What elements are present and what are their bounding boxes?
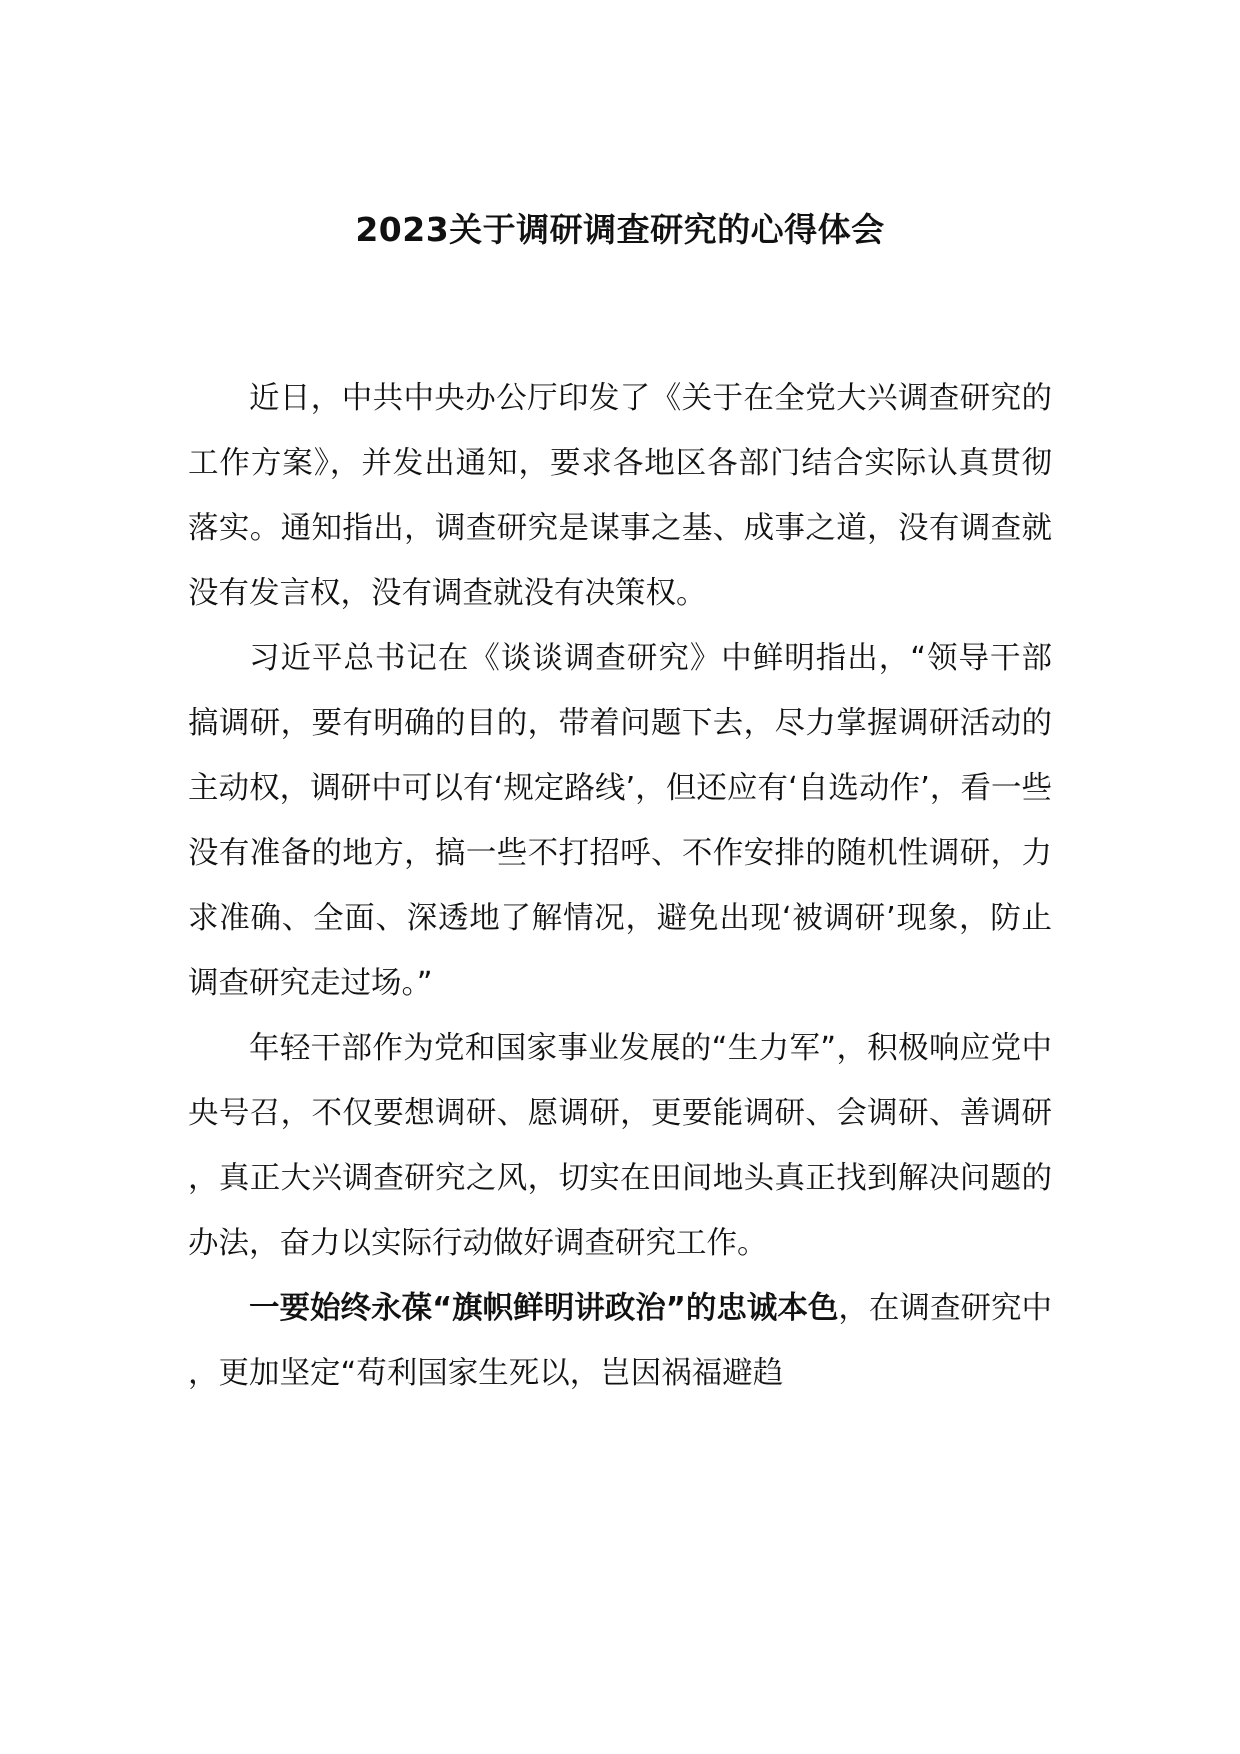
paragraph-4-lead: 一要始终永葆“旗帜鲜明讲政治”的忠诚本色 [249,1291,839,1326]
paragraph-2 [188,626,1052,1016]
document-body [188,366,1052,1406]
paragraph-2-text: 习近平总书记在《谈谈调查研究》中鲜明指出，“领导干部搞调研，要有明确的目的，带着问题下去，尽力掌握调研活动的主动权，调研中可以有‘规定路线’，但还应有‘自选动作’，看一些没有准备的地方，搞一些不打招呼、不作安排的随机性调研，力求准确、全面、深透地了解情况，避免出现‘被调研’现象，防止调查研究走过场。” [188,641,1052,1001]
paragraph-3-text: 年轻干部作为党和国家事业发展的“生力军”，积极响应党中央号召，不仅要想调研、愿调研，更要能调研、会调研、善调研，真正大兴调查研究之风，切实在田间地头真正找到解决问题的办法，奋力以实际行动做好调查研究工作。 [188,1031,1052,1261]
paragraph-4-text: ，在调查研究中，更加坚定“苟利国家生死以，岂因祸福避趋 [188,1291,1052,1391]
paragraph-1-text: 近日，中共中央办公厅印发了《关于在全党大兴调查研究的工作方案》，并发出通知，要求各地区各部门结合实际认真贯彻落实。通知指出，调查研究是谋事之基、成事之道，没有调查就没有发言权，没有调查就没有决策权。 [188,381,1052,611]
paragraph-3 [188,1016,1052,1276]
paragraph-4 [188,1276,1052,1406]
paragraph-1 [188,366,1052,626]
document-title: 2023关于调研调查研究的心得体会 [355,210,885,249]
